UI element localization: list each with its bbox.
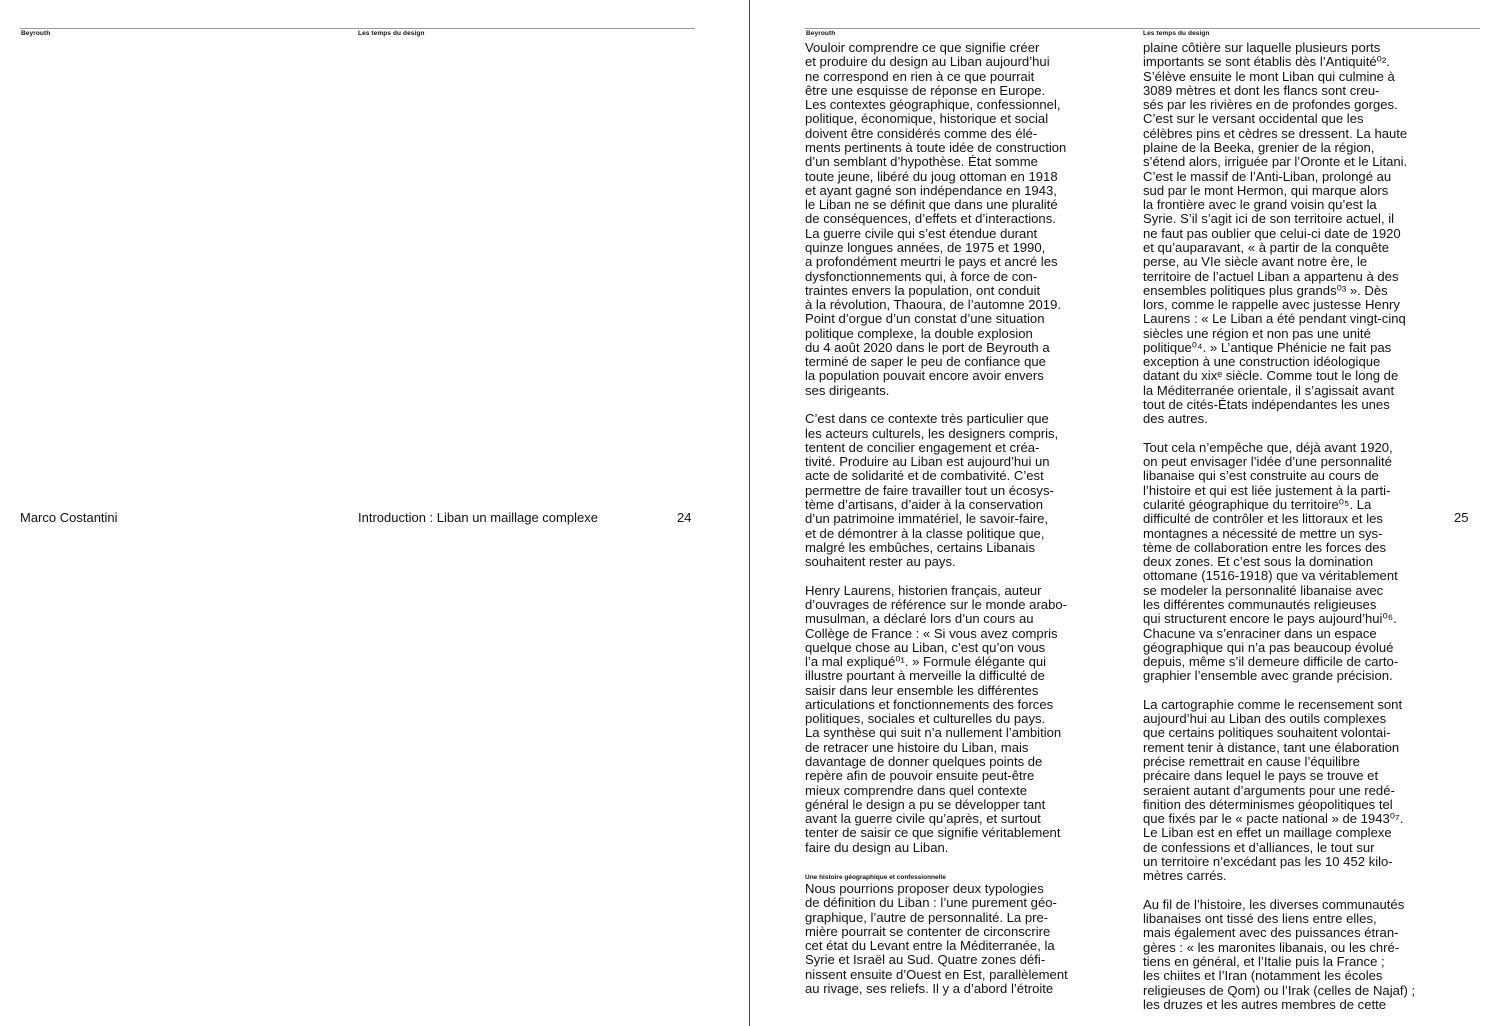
text-line: faire du design au Liban. [805, 839, 949, 855]
text-line: politiques, sociales et culturelles du pays. [805, 711, 1046, 727]
text-line: davantage de donner quelques points de [805, 754, 1043, 770]
text-line: mieux comprendre dans quel contexte [805, 782, 1027, 798]
text-line: cet état du Levant entre la Méditerranée, la [805, 938, 1055, 954]
text-line: plaine côtière sur laquelle plusieurs ports [1143, 40, 1381, 55]
text-line: politique, économique, historique et social [805, 111, 1049, 127]
text-line: nissent ensuite d’Ouest en Est, parallèlement [805, 966, 1068, 982]
text-line: religieuses de Qom) ou l’Irak (celles de Najaf) ; [1143, 982, 1416, 998]
text-line: que fixés par le « pacte national » de 1943⁰⁷. [1143, 811, 1404, 827]
text-line: finition des déterminismes géopolitiques tel [1143, 796, 1393, 812]
text-line: Collège de France : « Si vous avez compris [805, 625, 1058, 641]
running-head-book-title: Les temps du design [358, 30, 425, 37]
text-line: qui structurent encore le pays aujourd’hui⁰⁶. [1143, 611, 1397, 627]
text-line: Chacune va s’enraciner dans un espace [1143, 625, 1377, 641]
text-line: Le Liban est en effet un maillage complexe [1143, 825, 1392, 841]
text-line: seraient autant d’arguments pour une redé- [1143, 782, 1395, 798]
text-line: perse, au VIe siècle avant notre ère, le [1143, 254, 1368, 270]
text-line: depuis, même s’il demeure difficile de carto- [1143, 654, 1399, 670]
text-line: l’histoire et qui est liée justement à la parti- [1143, 482, 1391, 498]
text-line: terminé de saper le peu de confiance que [805, 354, 1046, 370]
text-line: de conséquences, d’effets et d’interactions. [805, 211, 1056, 227]
text-line: tème de collaboration entre les forces des [1143, 539, 1387, 555]
text-line: Syrie. S’il s’agit ici de son territoire actuel, il [1143, 211, 1395, 227]
page-number: 25 [1454, 510, 1469, 525]
text-line: quinze longues années, de 1975 et 1990, [805, 239, 1046, 255]
text-line: et qu’auparavant, « à partir de la conquête [1143, 239, 1390, 255]
text-line: ses dirigeants. [805, 382, 890, 398]
text-line: Nous pourrions proposer deux typologies [805, 881, 1044, 896]
text-line: rement tenir à distance, tant une élaboration [1143, 739, 1400, 755]
paragraph [805, 41, 1100, 398]
text-line: que certains politiques souhaitent volontai- [1143, 725, 1391, 741]
text-line: libanaise qui s’est construite au cours de [1143, 468, 1379, 484]
text-line: mière pourrait se contenter de circonscrire [805, 923, 1051, 939]
text-line: et de démontrer à la classe politique que, [805, 525, 1045, 541]
text-line: cularité géographique du territoire⁰⁵. La [1143, 496, 1372, 512]
text-line: de retracer une histoire du Liban, mais [805, 739, 1029, 755]
text-line: tout de cités-États indépendantes les unes [1143, 397, 1390, 413]
text-line: La guerre civile qui s’est étendue durant [805, 225, 1038, 241]
text-line: Tout cela n’empêche que, déjà avant 1920, [1143, 439, 1393, 455]
text-line: souhaitent rester au pays. [805, 554, 956, 570]
text-line: se modeler la personnalité libanaise avec [1143, 582, 1384, 598]
text-line: traintes envers la population, ont conduit [805, 282, 1041, 298]
text-line: mètres carrés. [1143, 868, 1227, 884]
text-line: datant du xixᵉ siècle. Comme tout le long de [1143, 368, 1399, 384]
text-line: importants se sont établis dès l’Antiquité⁰². [1143, 54, 1390, 70]
text-line: libanaises ont tissé des liens entre elles, [1143, 911, 1377, 927]
text-line: territoire de l’actuel Liban a appartenu à des [1143, 268, 1399, 284]
text-line: tenter de saisir ce que signifie véritablement [805, 825, 1061, 841]
text-line: siècles une région et non pas une unité [1143, 325, 1371, 341]
text-line: montagnes a nécessité de mettre un sys- [1143, 525, 1383, 541]
paragraph [1143, 898, 1438, 1012]
text-line: avant la guerre civile qu’après, et surtout [805, 811, 1041, 827]
header-rule [20, 28, 695, 29]
text-line: on peut envisager l’idée d’une personnalité [1143, 454, 1392, 470]
text-line: La synthèse qui suit n’a nullement l’ambition [805, 725, 1062, 741]
text-line: graphier l’ensemble avec grande précision. [1143, 668, 1393, 684]
text-line: Au fil de l’histoire, les diverses communautés [1143, 896, 1405, 912]
text-line: Laurens : « Le Liban a été pendant vingt-cinq [1143, 311, 1406, 327]
text-line: tentent de concilier engagement et créa- [805, 439, 1040, 455]
text-line: être une esquisse de réponse en Europe. [805, 82, 1046, 98]
text-line: C’est dans ce contexte très particulier que [805, 411, 1049, 427]
text-line: ne correspond en rien à ce que pourrait [805, 68, 1035, 84]
running-head-book-title: Les temps du design [1143, 30, 1210, 37]
text-line: ments pertinents à toute idée de construction [805, 139, 1067, 155]
header-rule [805, 28, 1480, 29]
text-line: Vouloir comprendre ce que signifie créer [805, 40, 1040, 55]
text-line: au rivage, ses reliefs. Il y a d’abord l’étroite [805, 980, 1054, 996]
text-line: le Liban ne se définit que dans une pluralité [805, 197, 1058, 213]
right-page [750, 0, 1500, 1026]
text-line: La cartographie comme le recensement sont [1143, 696, 1403, 712]
text-line: général le design a pu se développer tant [805, 796, 1046, 812]
text-line: des autres. [1143, 411, 1208, 427]
text-line: d’un patrimoine immatériel, le savoir-faire, [805, 511, 1049, 527]
text-line: quelque chose au Liban, c’est qu’on vous [805, 639, 1046, 655]
author-name: Marco Costantini [20, 510, 118, 525]
text-line: tiens en général, et l’Italie puis la France ; [1143, 953, 1385, 969]
text-line: toute jeune, libéré du joug ottoman en 1918 [805, 168, 1058, 184]
text-line: et produire du design au Liban aujourd’hui [805, 54, 1050, 70]
text-line: graphique, l’autre de personnalité. La pre- [805, 909, 1049, 925]
chapter-title: Introduction : Liban un maillage complexe [358, 510, 598, 525]
text-line: sud par le mont Hermon, qui marque alors [1143, 182, 1389, 198]
text-line: C’est sur le versant occidental que les [1143, 111, 1364, 127]
text-line: plaine de la Beeka, grenier de la région, [1143, 139, 1375, 155]
text-line: ne faut pas oublier que celui-ci date de 1920 [1143, 225, 1401, 241]
text-line: dysfonctionnements qui, à force de con- [805, 268, 1038, 284]
text-line: la Méditerranée orientale, il s’agissait avant [1143, 382, 1395, 398]
paragraph [1143, 41, 1438, 427]
text-line: illustre pourtant à merveille la difficulté de [805, 668, 1045, 684]
text-line: doivent être considérés comme des élé- [805, 125, 1038, 141]
text-column-1 [805, 41, 1100, 996]
text-line: et ayant gagné son indépendance en 1943, [805, 182, 1057, 198]
text-line: Point d’orgue d’un constat d’une situation [805, 311, 1045, 327]
text-line: musulman, a déclaré lors d’un cours au [805, 611, 1034, 627]
paragraph [1143, 441, 1438, 684]
left-page [0, 0, 749, 1026]
text-line: les acteurs culturels, les designers compris, [805, 425, 1059, 441]
text-line: les différentes communautés religieuses [1143, 596, 1377, 612]
text-line: les chiites et l’Iran (notamment les écoles [1143, 968, 1383, 984]
text-line: C’est le massif de l’Anti-Liban, prolongé au [1143, 168, 1392, 184]
paragraph [805, 882, 1100, 996]
text-column-2 [1143, 41, 1438, 1012]
text-line: ottomane (1516-1918) que va véritablement [1143, 568, 1398, 584]
text-line: politique⁰⁴. » L’antique Phénicie ne fait pas [1143, 339, 1392, 355]
text-line: S’élève ensuite le mont Liban qui culmine à [1143, 68, 1395, 84]
text-line: géographique qui n’a pas beaucoup évolué [1143, 639, 1394, 655]
paragraph [805, 412, 1100, 569]
text-line: aujourd’hui au Liban des outils complexes [1143, 711, 1387, 727]
text-line: la frontière avec le grand voisin qu’est la [1143, 197, 1377, 213]
text-line: sés par les rivières en de profondes gorges. [1143, 97, 1398, 113]
text-line: les druzes et les autres membres de cette [1143, 996, 1387, 1012]
text-line: saisir dans leur ensemble les différentes [805, 682, 1039, 698]
text-line: tème d’artisans, d’aider à la conservation [805, 496, 1043, 512]
paragraph [805, 584, 1100, 855]
text-line: 3089 mètres et dont les flancs sont creu- [1143, 82, 1380, 98]
paragraph [1143, 698, 1438, 884]
text-line: de confessions et d’alliances, le tout sur [1143, 839, 1375, 855]
text-line: exception à une construction idéologique [1143, 354, 1381, 370]
text-line: ensembles politiques plus grands⁰³ ». Dès [1143, 282, 1388, 298]
text-line: mais également avec des puissances étran- [1143, 925, 1399, 941]
running-head-location: Beyrouth [21, 30, 51, 37]
text-line: Les contextes géographique, confessionnel, [805, 97, 1061, 113]
text-line: lors, comme le rappelle avec justesse Henry [1143, 297, 1400, 313]
text-line: à la révolution, Thaoura, de l’automne 2019. [805, 297, 1061, 313]
text-line: malgré les embûches, certains Libanais [805, 539, 1035, 555]
text-line: repère afin de pouvoir ensuite peut-être [805, 768, 1035, 784]
text-line: gères : « les maronites libanais, ou les chré- [1143, 939, 1400, 955]
text-line: célèbres pins et cèdres se dressent. La haute [1143, 125, 1408, 141]
text-line: de définition du Liban : l’une purement géo- [805, 895, 1057, 911]
text-line: Henry Laurens, historien français, auteur [805, 582, 1042, 598]
text-line: s’étend alors, irriguée par l’Oronte et le Litani. [1143, 154, 1408, 170]
section-subheading: Une histoire géographique et confessionnelle [805, 874, 946, 881]
page-number: 24 [677, 510, 692, 525]
text-line: difficulté de contrôler et les littoraux et les [1143, 511, 1383, 527]
text-line: d’un semblant d’hypothèse. État somme [805, 154, 1038, 170]
text-line: du 4 août 2020 dans le port de Beyrouth a [805, 339, 1050, 355]
text-line: précaire dans lequel le pays se trouve et [1143, 768, 1379, 784]
text-line: a profondément meurtri le pays et ancré les [805, 254, 1058, 270]
text-line: un territoire n’excédant pas les 10 452 kilo- [1143, 854, 1393, 869]
text-line: d’ouvrages de référence sur le monde arabo- [805, 596, 1068, 612]
text-line: précise remettrait en cause l’équilibre [1143, 754, 1360, 770]
text-line: politique complexe, la double explosion [805, 325, 1033, 341]
running-head-location: Beyrouth [806, 30, 836, 37]
text-line: l’a mal expliqué⁰¹. » Formule élégante qui [805, 654, 1047, 670]
text-line: permettre de faire travailler tout un écosys- [805, 482, 1054, 498]
text-line: deux zones. Et c’est sous la domination [1143, 554, 1373, 570]
text-line: tivité. Produire au Liban est aujourd’hui un [805, 454, 1050, 470]
text-line: acte de solidarité et de combativité. C’est [805, 468, 1044, 484]
text-line: la population pouvait encore avoir envers [805, 368, 1044, 384]
text-line: Syrie et Israël au Sud. Quatre zones défi- [805, 952, 1046, 968]
text-line: articulations et fonctionnements des forces [805, 696, 1054, 712]
